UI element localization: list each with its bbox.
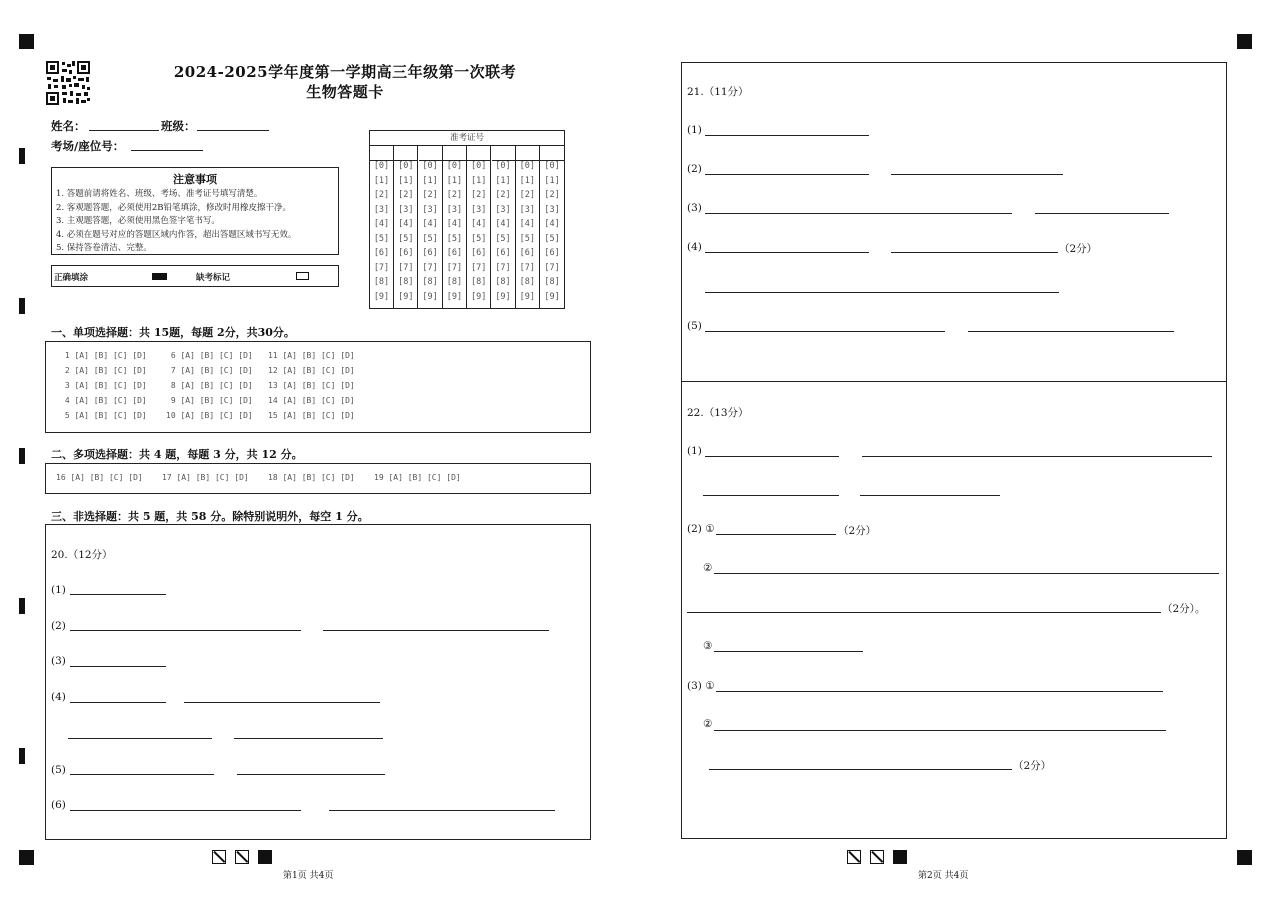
- page-code-icon: [235, 850, 249, 864]
- page-code-icon: [258, 850, 272, 864]
- exam-id-bubble[interactable]: [1]: [471, 175, 487, 186]
- q21-answer-line[interactable]: [705, 292, 1059, 293]
- section1-title: 一、单项选择题：共 15题，每题 2分，共30分。: [51, 326, 295, 339]
- exam-id-bubble[interactable]: [9]: [422, 291, 438, 302]
- exam-id-bubble[interactable]: [2]: [495, 190, 511, 200]
- exam-id-bubble[interactable]: [0]: [471, 161, 487, 171]
- q20-answer-line[interactable]: [70, 810, 301, 811]
- room-seat-field[interactable]: [131, 150, 203, 151]
- choice-item[interactable]: 12 [A] [B] [C] [D]: [268, 366, 355, 375]
- exam-id-bubble[interactable]: [6]: [398, 248, 414, 258]
- choice-item[interactable]: 5 [A] [B] [C] [D]: [60, 411, 147, 420]
- exam-id-write-cell[interactable]: [443, 146, 466, 161]
- exam-id-bubble[interactable]: [6]: [422, 248, 438, 258]
- name-field[interactable]: [89, 130, 159, 131]
- exam-id-bubble[interactable]: [7]: [519, 262, 535, 273]
- q22-score-note: （2分）。: [1162, 603, 1206, 615]
- choice-item[interactable]: 11 [A] [B] [C] [D]: [268, 351, 355, 360]
- exam-id-bubble[interactable]: [0]: [398, 161, 414, 171]
- timing-mark: [19, 598, 25, 614]
- notice-item: 4. 必须在题号对应的答题区域内作答，超出答题区域书写无效。: [56, 229, 297, 240]
- exam-id-grid: [369, 130, 565, 309]
- choice-item[interactable]: 1 [A] [B] [C] [D]: [60, 351, 147, 360]
- exam-id-bubble[interactable]: [5]: [471, 233, 487, 244]
- exam-id-bubble[interactable]: [0]: [422, 161, 438, 171]
- exam-id-bubble[interactable]: [7]: [373, 262, 390, 273]
- q22-answer-line[interactable]: [716, 534, 836, 535]
- exam-id-bubble[interactable]: [2]: [398, 190, 414, 200]
- q21-answer-line[interactable]: [891, 174, 1063, 175]
- exam-id-bubble[interactable]: [0]: [495, 161, 511, 171]
- q20-title: 20.（12分）: [51, 549, 113, 561]
- q21-title: 21.（11分）: [687, 86, 749, 98]
- exam-id-bubble[interactable]: [0]: [446, 161, 463, 171]
- class-label: 班级：: [161, 119, 196, 133]
- choice-item[interactable]: 13 [A] [B] [C] [D]: [268, 381, 355, 390]
- exam-id-bubble[interactable]: [4]: [544, 219, 560, 229]
- exam-id-column: [419, 146, 443, 308]
- exam-id-column: [394, 146, 418, 308]
- exam-id-bubble[interactable]: [7]: [544, 262, 560, 273]
- choice-item[interactable]: 2 [A] [B] [C] [D]: [60, 366, 147, 375]
- q22-answer-line[interactable]: [860, 495, 1000, 496]
- exam-id-bubble[interactable]: [5]: [495, 233, 511, 244]
- exam-id-bubble[interactable]: [9]: [373, 291, 390, 302]
- q22-part-label: ③: [703, 640, 713, 652]
- exam-id-bubble[interactable]: [3]: [495, 204, 511, 215]
- q20-answer-line[interactable]: [70, 774, 214, 775]
- exam-id-column: [370, 146, 394, 308]
- exam-id-bubble[interactable]: [2]: [422, 190, 438, 200]
- choice-item[interactable]: 15 [A] [B] [C] [D]: [268, 411, 355, 420]
- exam-id-bubble[interactable]: [8]: [544, 277, 560, 287]
- correct-fill-sample: [152, 273, 167, 280]
- q21-answer-line[interactable]: [891, 252, 1058, 253]
- exam-id-bubble[interactable]: [1]: [398, 175, 414, 186]
- exam-id-bubble[interactable]: [5]: [422, 233, 438, 244]
- q20-part-label: (6): [51, 799, 66, 811]
- q21-answer-line[interactable]: [705, 213, 1012, 214]
- section2-title: 二、多项选择题：共 4 题，每题 3 分，共 12 分。: [51, 448, 303, 461]
- exam-id-bubble[interactable]: [4]: [519, 219, 535, 229]
- exam-id-bubble[interactable]: [2]: [519, 190, 535, 200]
- fill-legend-box: [51, 265, 339, 287]
- exam-id-bubble[interactable]: [8]: [398, 277, 414, 287]
- choice-item[interactable]: 8 [A] [B] [C] [D]: [166, 381, 253, 390]
- q20-part-label: (5): [51, 764, 66, 776]
- exam-id-bubble[interactable]: [6]: [373, 248, 390, 258]
- exam-id-bubble[interactable]: [9]: [446, 291, 463, 302]
- q22-answer-line[interactable]: [862, 456, 1212, 457]
- class-field[interactable]: [197, 130, 269, 131]
- q22-part-label: ②: [703, 718, 713, 730]
- exam-id-bubble[interactable]: [7]: [495, 262, 511, 273]
- exam-id-bubble[interactable]: [1]: [373, 175, 390, 186]
- q22-part-label: (2) ①: [687, 523, 715, 535]
- q21-part-label: (2): [687, 163, 702, 175]
- q22-part-label: (3) ①: [687, 680, 715, 692]
- q21-part-label: (5): [687, 320, 702, 332]
- exam-id-bubble[interactable]: [5]: [544, 233, 560, 244]
- exam-id-bubble[interactable]: [4]: [446, 219, 463, 229]
- exam-id-bubble[interactable]: [7]: [446, 262, 463, 273]
- exam-id-bubble[interactable]: [5]: [446, 233, 463, 244]
- exam-id-bubble[interactable]: [2]: [471, 190, 487, 200]
- page-code-icon: [847, 850, 861, 864]
- q20-part-label: (4): [51, 691, 66, 703]
- room-seat-label: 考场/座位号：: [51, 139, 125, 153]
- exam-id-write-cell[interactable]: [492, 146, 515, 161]
- exam-id-column: [467, 146, 491, 308]
- q22-part-label: ②: [703, 562, 713, 574]
- notice-item: 2. 客观题答题，必须使用2B铅笔填涂，修改时用橡皮擦干净。: [56, 202, 291, 213]
- exam-id-bubble[interactable]: [0]: [519, 161, 535, 171]
- choice-item[interactable]: 6 [A] [B] [C] [D]: [166, 351, 253, 360]
- exam-id-bubble[interactable]: [9]: [398, 291, 414, 302]
- registration-mark-bottom-left: [19, 850, 34, 865]
- registration-mark-bottom-right: [1237, 850, 1252, 865]
- section2-choice-box: [45, 463, 591, 494]
- notice-title: 注意事项: [173, 173, 217, 186]
- q20-answer-line[interactable]: [70, 666, 166, 667]
- q20-part-label: (2): [51, 620, 66, 632]
- q22-answer-line[interactable]: [703, 495, 839, 496]
- choice-item[interactable]: 7 [A] [B] [C] [D]: [166, 366, 253, 375]
- exam-id-column: [492, 146, 516, 308]
- choice-item[interactable]: 3 [A] [B] [C] [D]: [60, 381, 147, 390]
- choice-item[interactable]: 14 [A] [B] [C] [D]: [268, 396, 355, 405]
- exam-id-bubble[interactable]: [1]: [495, 175, 511, 186]
- q21-answer-line[interactable]: [705, 331, 945, 332]
- q22-score-note: （2分）: [1013, 760, 1052, 772]
- q20-answer-line[interactable]: [68, 738, 212, 739]
- exam-id-bubble[interactable]: [0]: [373, 161, 390, 171]
- notice-list: [52, 188, 338, 256]
- exam-id-bubble[interactable]: [3]: [422, 204, 438, 215]
- exam-id-bubble[interactable]: [9]: [495, 291, 511, 302]
- q20-answer-line[interactable]: [323, 630, 549, 631]
- q21-answer-line[interactable]: [968, 331, 1174, 332]
- timing-mark: [19, 298, 25, 314]
- exam-id-write-cell[interactable]: [540, 146, 564, 161]
- exam-id-column: [540, 146, 564, 308]
- timing-mark: [19, 748, 25, 764]
- q22-answer-box: [681, 381, 1227, 839]
- page-code-icon: [870, 850, 884, 864]
- exam-id-bubble[interactable]: [2]: [446, 190, 463, 200]
- exam-id-bubble[interactable]: [6]: [446, 248, 463, 258]
- q22-score-note: （2分）: [838, 525, 877, 537]
- exam-id-bubble[interactable]: [8]: [422, 277, 438, 287]
- section3-title: 三、非选择题：共 5 题，共 58 分。除特别说明外，每空 1 分。: [51, 510, 369, 523]
- qr-code-icon: [45, 60, 91, 106]
- q22-part-label: (1): [687, 445, 702, 457]
- exam-id-bubble[interactable]: [7]: [398, 262, 414, 273]
- exam-id-bubble[interactable]: [2]: [373, 190, 390, 200]
- exam-id-bubble[interactable]: [8]: [471, 277, 487, 287]
- q22-answer-line[interactable]: [714, 730, 1166, 731]
- name-label: 姓名：: [51, 119, 86, 133]
- q22-answer-line[interactable]: [714, 573, 1219, 574]
- choice-item[interactable]: 9 [A] [B] [C] [D]: [166, 396, 253, 405]
- page-code-icon: [893, 850, 907, 864]
- exam-id-bubble[interactable]: [5]: [519, 233, 535, 244]
- q21-part-label: (1): [687, 124, 702, 136]
- sheet-subtitle: 生物答题卡: [306, 83, 384, 101]
- exam-id-write-cell[interactable]: [467, 146, 490, 161]
- exam-id-bubble[interactable]: [6]: [471, 248, 487, 258]
- notice-item: 1. 答题前请将姓名、班级、考场、准考证号填写清楚。: [56, 189, 263, 199]
- page-number: 第2页 共4页: [918, 871, 969, 881]
- q21-part-label: (3): [687, 202, 702, 214]
- exam-id-bubble[interactable]: [5]: [398, 233, 414, 244]
- exam-id-header: 准考证号: [370, 131, 564, 146]
- exam-id-bubble[interactable]: [0]: [544, 161, 560, 171]
- registration-mark-top-left: [19, 34, 34, 49]
- exam-id-bubble[interactable]: [4]: [373, 219, 390, 229]
- choice-item[interactable]: 10 [A] [B] [C] [D]: [166, 411, 253, 420]
- q20-part-label: (3): [51, 655, 66, 667]
- q20-answer-line[interactable]: [329, 810, 555, 811]
- q21-answer-line[interactable]: [705, 135, 869, 136]
- choice-item[interactable]: 16 [A] [B] [C] [D]: [56, 473, 143, 482]
- exam-id-bubble[interactable]: [1]: [446, 175, 463, 186]
- exam-id-bubble[interactable]: [7]: [471, 262, 487, 273]
- exam-id-bubble[interactable]: [4]: [471, 219, 487, 229]
- q20-answer-line[interactable]: [70, 594, 166, 595]
- correct-fill-label: 正确填涂: [54, 273, 89, 283]
- q21-answer-line[interactable]: [1035, 213, 1169, 214]
- choice-item[interactable]: 18 [A] [B] [C] [D]: [268, 473, 355, 482]
- q21-part-label: (4): [687, 241, 702, 253]
- exam-id-bubble[interactable]: [4]: [495, 219, 511, 229]
- exam-id-bubble[interactable]: [1]: [422, 175, 438, 186]
- q20-answer-line[interactable]: [184, 702, 380, 703]
- q22-title: 22.（13分）: [687, 407, 749, 419]
- section1-choice-box: [45, 341, 591, 433]
- exam-id-bubble[interactable]: [3]: [471, 204, 487, 215]
- q20-part-label: (1): [51, 584, 66, 596]
- exam-id-bubble[interactable]: [1]: [519, 175, 535, 186]
- q20-answer-line[interactable]: [70, 630, 301, 631]
- exam-id-write-cell[interactable]: [394, 146, 417, 161]
- q22-answer-line[interactable]: [687, 612, 1161, 613]
- q22-answer-line[interactable]: [709, 769, 1012, 770]
- exam-id-bubble[interactable]: [6]: [519, 248, 535, 258]
- exam-id-bubble[interactable]: [9]: [544, 291, 560, 302]
- exam-id-bubble[interactable]: [1]: [544, 175, 560, 186]
- choice-item[interactable]: 19 [A] [B] [C] [D]: [374, 473, 461, 482]
- exam-id-write-cell[interactable]: [370, 146, 393, 161]
- page-code-icon: [212, 850, 226, 864]
- absent-mark-label: 缺考标记: [196, 273, 231, 283]
- exam-id-bubble[interactable]: [3]: [398, 204, 414, 215]
- q21-answer-box: [681, 62, 1227, 382]
- timing-mark: [19, 148, 25, 164]
- exam-id-bubble[interactable]: [6]: [544, 248, 560, 258]
- exam-id-bubble[interactable]: [4]: [422, 219, 438, 229]
- exam-id-column: [516, 146, 540, 308]
- choice-item[interactable]: 4 [A] [B] [C] [D]: [60, 396, 147, 405]
- q21-score-note: （2分）: [1059, 243, 1098, 255]
- q22-answer-line[interactable]: [716, 691, 1163, 692]
- q21-answer-line[interactable]: [705, 252, 869, 253]
- q20-answer-box: [45, 524, 591, 840]
- exam-id-bubble[interactable]: [3]: [544, 204, 560, 215]
- exam-id-bubble[interactable]: [8]: [519, 277, 535, 287]
- exam-id-bubble[interactable]: [5]: [373, 233, 390, 244]
- q20-answer-line[interactable]: [70, 702, 166, 703]
- notice-item: 5. 保持答卷清洁、完整。: [56, 243, 152, 253]
- registration-mark-top-right: [1237, 34, 1252, 49]
- exam-id-bubble[interactable]: [3]: [446, 204, 463, 215]
- exam-id-bubble[interactable]: [8]: [446, 277, 463, 287]
- q22-answer-line[interactable]: [714, 651, 863, 652]
- q22-answer-line[interactable]: [705, 456, 839, 457]
- exam-id-write-cell[interactable]: [419, 146, 442, 161]
- q20-answer-line[interactable]: [234, 738, 383, 739]
- choice-item[interactable]: 17 [A] [B] [C] [D]: [162, 473, 249, 482]
- notice-item: 3. 主观题答题，必须使用黑色签字笔书写。: [56, 216, 220, 226]
- exam-id-column: [443, 146, 467, 308]
- notice-box: [51, 167, 339, 255]
- exam-id-bubble[interactable]: [9]: [471, 291, 487, 302]
- q21-answer-line[interactable]: [705, 174, 869, 175]
- exam-id-bubble[interactable]: [8]: [495, 277, 511, 287]
- exam-id-bubble[interactable]: [7]: [422, 262, 438, 273]
- exam-id-bubble[interactable]: [3]: [519, 204, 535, 215]
- exam-id-bubble[interactable]: [4]: [398, 219, 414, 229]
- exam-id-bubble[interactable]: [3]: [373, 204, 390, 215]
- exam-id-bubble[interactable]: [6]: [495, 248, 511, 258]
- exam-title: 2024-2025学年度第一学期高三年级第一次联考: [173, 63, 517, 81]
- exam-id-bubble[interactable]: [2]: [544, 190, 560, 200]
- exam-id-bubble[interactable]: [8]: [373, 277, 390, 287]
- absent-mark-checkbox[interactable]: [296, 272, 309, 280]
- timing-mark: [19, 448, 25, 464]
- q20-answer-line[interactable]: [237, 774, 385, 775]
- exam-id-write-cell[interactable]: [516, 146, 539, 161]
- page-number: 第1页 共4页: [283, 871, 334, 881]
- exam-id-bubble[interactable]: [9]: [519, 291, 535, 302]
